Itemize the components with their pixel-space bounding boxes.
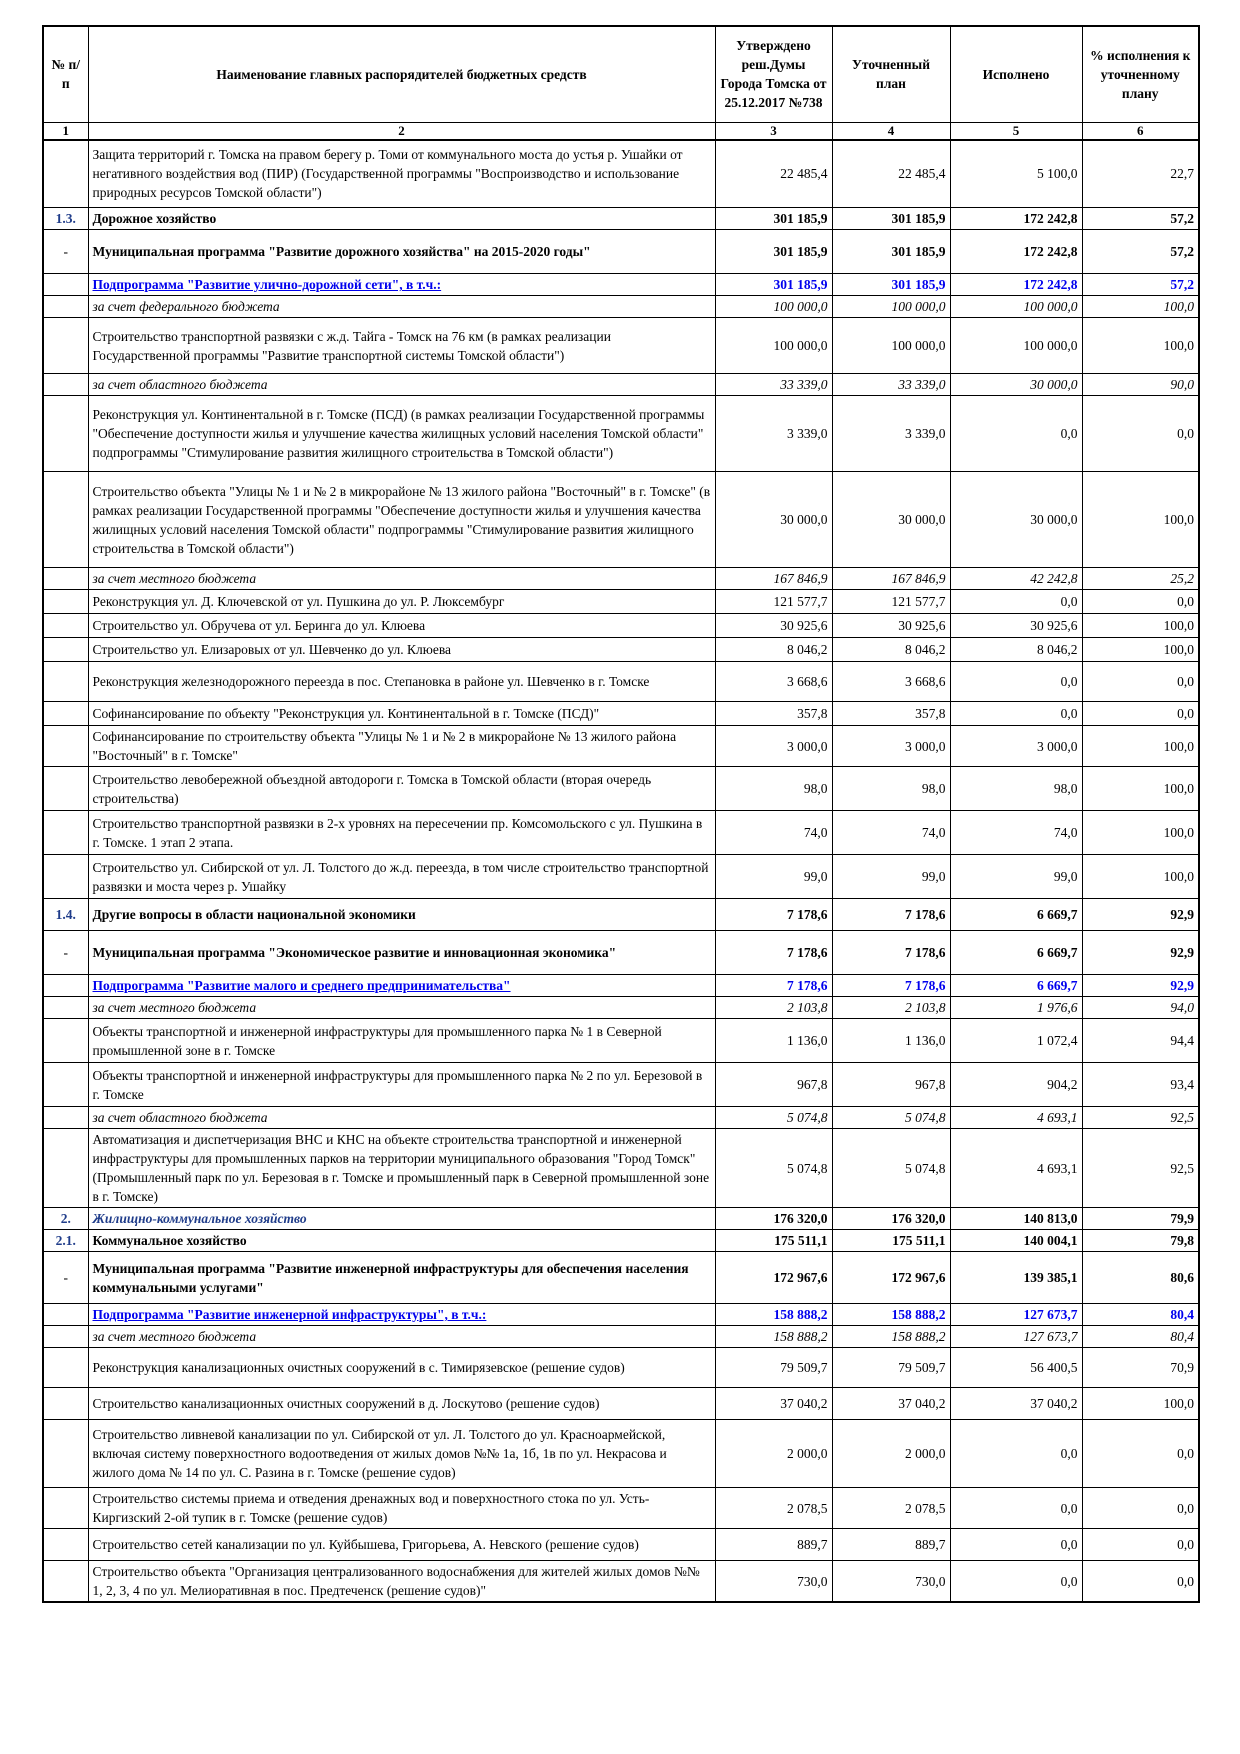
approved-value: 967,8	[715, 1063, 832, 1107]
executed-value: 6 669,7	[950, 975, 1082, 997]
revised-plan-value: 5 074,8	[832, 1129, 950, 1208]
revised-plan-value: 301 185,9	[832, 208, 950, 230]
subprogram-row	[43, 975, 1199, 997]
executed-value: 37 040,2	[950, 1388, 1082, 1420]
executed-value: 30 925,6	[950, 614, 1082, 638]
table-body	[43, 140, 1199, 1603]
budget-item-row	[43, 318, 1199, 374]
budget-item-row	[43, 1529, 1199, 1561]
revised-plan-value: 3 339,0	[832, 396, 950, 472]
revised-plan-value: 357,8	[832, 702, 950, 726]
section-row	[43, 1208, 1199, 1230]
row-number	[43, 568, 88, 590]
executed-value: 3 000,0	[950, 726, 1082, 767]
funding-source-row	[43, 997, 1199, 1019]
approved-value: 158 888,2	[715, 1326, 832, 1348]
percent-value: 92,9	[1082, 931, 1199, 975]
budget-item-row	[43, 590, 1199, 614]
row-number: -	[43, 1252, 88, 1304]
row-number	[43, 767, 88, 811]
percent-value: 94,4	[1082, 1019, 1199, 1063]
revised-plan-value: 172 967,6	[832, 1252, 950, 1304]
executed-value: 1 072,4	[950, 1019, 1082, 1063]
executed-value: 140 004,1	[950, 1230, 1082, 1252]
percent-value: 0,0	[1082, 1420, 1199, 1488]
row-number	[43, 1348, 88, 1388]
budget-item-row	[43, 1063, 1199, 1107]
budget-table	[42, 25, 1200, 1603]
row-number	[43, 140, 88, 208]
row-number	[43, 1388, 88, 1420]
approved-value: 301 185,9	[715, 208, 832, 230]
row-number	[43, 662, 88, 702]
approved-value: 1 136,0	[715, 1019, 832, 1063]
row-name: Автоматизация и диспетчеризация ВНС и КНС на объекте строительства транспортной и инженерной инфраструктуры для промышленных парков на территории муниципального образования "Город Томск" (Промышленный парк по ул. Березовая в г. Томске и промышленный парк в Северной промышленной зоне в г. Томске)	[88, 1129, 715, 1208]
percent-value: 92,5	[1082, 1129, 1199, 1208]
budget-item-row	[43, 1348, 1199, 1388]
executed-value: 172 242,8	[950, 208, 1082, 230]
row-name: Подпрограмма "Развитие улично-дорожной сети", в т.ч.:	[88, 274, 715, 296]
row-number: 1.4.	[43, 899, 88, 931]
executed-value: 99,0	[950, 855, 1082, 899]
row-name: за счет местного бюджета	[88, 568, 715, 590]
revised-plan-value: 30 000,0	[832, 472, 950, 568]
executed-value: 0,0	[950, 396, 1082, 472]
executed-value: 127 673,7	[950, 1304, 1082, 1326]
percent-value: 80,4	[1082, 1326, 1199, 1348]
revised-plan-value: 98,0	[832, 767, 950, 811]
executed-value: 30 000,0	[950, 472, 1082, 568]
approved-value: 30 000,0	[715, 472, 832, 568]
budget-item-row	[43, 1561, 1199, 1603]
approved-value: 74,0	[715, 811, 832, 855]
executed-value: 30 000,0	[950, 374, 1082, 396]
row-name: Дорожное хозяйство	[88, 208, 715, 230]
revised-plan-value: 2 103,8	[832, 997, 950, 1019]
column-number: 3	[715, 122, 832, 140]
row-number	[43, 590, 88, 614]
revised-plan-value: 5 074,8	[832, 1107, 950, 1129]
column-number: 1	[43, 122, 88, 140]
revised-plan-value: 301 185,9	[832, 230, 950, 274]
funding-source-row	[43, 1107, 1199, 1129]
approved-value: 3 668,6	[715, 662, 832, 702]
approved-value: 79 509,7	[715, 1348, 832, 1388]
revised-plan-value: 889,7	[832, 1529, 950, 1561]
row-name: Жилищно-коммунальное хозяйство	[88, 1208, 715, 1230]
approved-value: 22 485,4	[715, 140, 832, 208]
percent-value: 100,0	[1082, 296, 1199, 318]
budget-item-row	[43, 662, 1199, 702]
percent-value: 79,9	[1082, 1208, 1199, 1230]
approved-value: 33 339,0	[715, 374, 832, 396]
row-number	[43, 638, 88, 662]
row-name: Строительство ул. Сибирской от ул. Л. Толстого до ж.д. переезда, в том числе строительство транспортной развязки и моста через р. Ушайку	[88, 855, 715, 899]
row-number	[43, 1561, 88, 1603]
executed-value: 5 100,0	[950, 140, 1082, 208]
percent-value: 100,0	[1082, 726, 1199, 767]
row-number	[43, 1063, 88, 1107]
revised-plan-value: 74,0	[832, 811, 950, 855]
row-name: за счет местного бюджета	[88, 997, 715, 1019]
row-name: Строительство ул. Елизаровых от ул. Шевченко до ул. Клюева	[88, 638, 715, 662]
approved-value: 7 178,6	[715, 899, 832, 931]
row-number	[43, 296, 88, 318]
budget-item-row	[43, 472, 1199, 568]
executed-value: 56 400,5	[950, 1348, 1082, 1388]
revised-plan-value: 7 178,6	[832, 899, 950, 931]
approved-value: 889,7	[715, 1529, 832, 1561]
revised-plan-value: 30 925,6	[832, 614, 950, 638]
row-name: за счет областного бюджета	[88, 1107, 715, 1129]
row-number	[43, 472, 88, 568]
row-number	[43, 1107, 88, 1129]
row-name: Строительство транспортной развязки в 2-х уровнях на пересечении пр. Комсомольского с ул. Пушкина в г. Томске. 1 этап 2 этапа.	[88, 811, 715, 855]
executed-value: 172 242,8	[950, 274, 1082, 296]
row-number	[43, 1529, 88, 1561]
budget-item-row	[43, 726, 1199, 767]
column-number: 6	[1082, 122, 1199, 140]
revised-plan-value: 37 040,2	[832, 1388, 950, 1420]
approved-value: 99,0	[715, 855, 832, 899]
row-name: Коммунальное хозяйство	[88, 1230, 715, 1252]
revised-plan-value: 158 888,2	[832, 1304, 950, 1326]
executed-value: 172 242,8	[950, 230, 1082, 274]
column-number: 4	[832, 122, 950, 140]
budget-item-row	[43, 140, 1199, 208]
percent-value: 57,2	[1082, 274, 1199, 296]
approved-value: 730,0	[715, 1561, 832, 1603]
percent-value: 100,0	[1082, 318, 1199, 374]
percent-value: 100,0	[1082, 614, 1199, 638]
row-number	[43, 855, 88, 899]
row-number	[43, 702, 88, 726]
percent-value: 100,0	[1082, 638, 1199, 662]
header-name: Наименование главных распорядителей бюджетных средств	[88, 26, 715, 122]
row-name: Реконструкция ул. Д. Ключевской от ул. Пушкина до ул. Р. Люксембург	[88, 590, 715, 614]
header-number: № п/п	[43, 26, 88, 122]
row-name: Строительство транспортной развязки с ж.д. Тайга - Томск на 76 км (в рамках реализации Государственной программы "Развитие транспортной системы Томской области")	[88, 318, 715, 374]
executed-value: 0,0	[950, 662, 1082, 702]
budget-item-row	[43, 855, 1199, 899]
executed-value: 42 242,8	[950, 568, 1082, 590]
approved-value: 2 000,0	[715, 1420, 832, 1488]
row-name: Строительство сетей канализации по ул. Куйбышева, Григорьева, А. Невского (решение судов)	[88, 1529, 715, 1561]
row-number	[43, 614, 88, 638]
approved-value: 30 925,6	[715, 614, 832, 638]
row-name: Муниципальная программа "Развитие инженерной инфраструктуры для обеспечения населения коммунальными услугами"	[88, 1252, 715, 1304]
budget-item-row	[43, 638, 1199, 662]
percent-value: 0,0	[1082, 662, 1199, 702]
approved-value: 100 000,0	[715, 296, 832, 318]
funding-source-row	[43, 568, 1199, 590]
row-name: Подпрограмма "Развитие малого и среднего предпринимательства"	[88, 975, 715, 997]
revised-plan-value: 121 577,7	[832, 590, 950, 614]
executed-value: 0,0	[950, 1488, 1082, 1529]
percent-value: 70,9	[1082, 1348, 1199, 1388]
percent-value: 92,9	[1082, 975, 1199, 997]
row-name: Защита территорий г. Томска на правом берегу р. Томи от коммунального моста до устья р. Ушайки от негативного воздействия вод (ПИР) (Государственной программы "Воспроизводство и использование природных ресурсов Томской области")	[88, 140, 715, 208]
revised-plan-value: 7 178,6	[832, 931, 950, 975]
header-row	[43, 26, 1199, 122]
executed-value: 6 669,7	[950, 931, 1082, 975]
approved-value: 7 178,6	[715, 931, 832, 975]
row-name: за счет областного бюджета	[88, 374, 715, 396]
row-name: Муниципальная программа "Развитие дорожного хозяйства" на 2015-2020 годы"	[88, 230, 715, 274]
percent-value: 0,0	[1082, 1529, 1199, 1561]
row-number	[43, 1304, 88, 1326]
percent-value: 100,0	[1082, 811, 1199, 855]
row-number	[43, 811, 88, 855]
executed-value: 0,0	[950, 590, 1082, 614]
approved-value: 5 074,8	[715, 1129, 832, 1208]
approved-value: 121 577,7	[715, 590, 832, 614]
row-name: Строительство левобережной объездной автодороги г. Томска в Томской области (вторая очередь строительства)	[88, 767, 715, 811]
row-name: Строительство системы приема и отведения дренажных вод и поверхностного стока по ул. Усть-Киргизский 2-ой тупик в г. Томске (решение судов)	[88, 1488, 715, 1529]
row-name: Строительство объекта "Улицы № 1 и № 2 в микрорайоне № 13 жилого района "Восточный" в г. Томске" (в рамках реализации Государственной программы "Обеспечение доступности жилья и улучшения качества жилищных условий населения Томской области" подпрограммы "Стимулирование развития жилищного строительства в Томской области")	[88, 472, 715, 568]
row-name: Строительство ул. Обручева от ул. Беринга до ул. Клюева	[88, 614, 715, 638]
funding-source-row	[43, 374, 1199, 396]
executed-value: 100 000,0	[950, 318, 1082, 374]
percent-value: 100,0	[1082, 855, 1199, 899]
subprogram-row	[43, 274, 1199, 296]
row-name: Софинансирование по строительству объекта "Улицы № 1 и № 2 в микрорайоне № 13 жилого района "Восточный" в г. Томске"	[88, 726, 715, 767]
row-name: Другие вопросы в области национальной экономики	[88, 899, 715, 931]
revised-plan-value: 158 888,2	[832, 1326, 950, 1348]
percent-value: 80,6	[1082, 1252, 1199, 1304]
executed-value: 0,0	[950, 1529, 1082, 1561]
budget-item-row	[43, 1129, 1199, 1208]
approved-value: 3 000,0	[715, 726, 832, 767]
row-number	[43, 726, 88, 767]
revised-plan-value: 2 000,0	[832, 1420, 950, 1488]
percent-value: 100,0	[1082, 767, 1199, 811]
row-number	[43, 396, 88, 472]
approved-value: 158 888,2	[715, 1304, 832, 1326]
approved-value: 100 000,0	[715, 318, 832, 374]
budget-item-row	[43, 767, 1199, 811]
percent-value: 79,8	[1082, 1230, 1199, 1252]
approved-value: 2 078,5	[715, 1488, 832, 1529]
executed-value: 127 673,7	[950, 1326, 1082, 1348]
revised-plan-value: 100 000,0	[832, 318, 950, 374]
budget-item-row	[43, 396, 1199, 472]
program-row	[43, 931, 1199, 975]
row-number: 2.1.	[43, 1230, 88, 1252]
row-number	[43, 1420, 88, 1488]
row-name: Реконструкция ул. Континентальной в г. Томске (ПСД) (в рамках реализации Государственной программы "Обеспечение доступности жилья и улучшение качества жилищных условий населения Томской области" подпрограммы "Стимулирование развития жилищного строительства в Томской области")	[88, 396, 715, 472]
approved-value: 37 040,2	[715, 1388, 832, 1420]
executed-value: 98,0	[950, 767, 1082, 811]
percent-value: 0,0	[1082, 590, 1199, 614]
row-number	[43, 1129, 88, 1208]
percent-value: 0,0	[1082, 396, 1199, 472]
approved-value: 3 339,0	[715, 396, 832, 472]
row-name: Строительство ливневой канализации по ул. Сибирской от ул. Л. Толстого до ул. Красноармейской, включая систему поверхностного водоотведения от жилых домов №№ 1а, 1б, 1в по ул. Некрасова и жилого дома № 14 по ул. С. Разина в г. Томске (решение судов)	[88, 1420, 715, 1488]
row-number	[43, 374, 88, 396]
revised-plan-value: 3 668,6	[832, 662, 950, 702]
row-number: -	[43, 230, 88, 274]
executed-value: 8 046,2	[950, 638, 1082, 662]
executed-value: 139 385,1	[950, 1252, 1082, 1304]
revised-plan-value: 967,8	[832, 1063, 950, 1107]
budget-item-row	[43, 702, 1199, 726]
percent-value: 90,0	[1082, 374, 1199, 396]
row-name: Строительство объекта "Организация централизованного водоснабжения для жителей жилых домов №№ 1, 2, 3, 4 по ул. Мелиоративная в пос. Предтеченск (решение судов)"	[88, 1561, 715, 1603]
row-number	[43, 274, 88, 296]
revised-plan-value: 301 185,9	[832, 274, 950, 296]
row-number: 1.3.	[43, 208, 88, 230]
percent-value: 94,0	[1082, 997, 1199, 1019]
column-number: 2	[88, 122, 715, 140]
percent-value: 57,2	[1082, 230, 1199, 274]
budget-item-row	[43, 1420, 1199, 1488]
approved-value: 2 103,8	[715, 997, 832, 1019]
executed-value: 1 976,6	[950, 997, 1082, 1019]
percent-value: 0,0	[1082, 702, 1199, 726]
program-row	[43, 1252, 1199, 1304]
row-name: Софинансирование по объекту "Реконструкция ул. Континентальной в г. Томске (ПСД)"	[88, 702, 715, 726]
row-name: Объекты транспортной и инженерной инфраструктуры для промышленного парка № 1 в Северной промышленной зоне в г. Томске	[88, 1019, 715, 1063]
revised-plan-value: 7 178,6	[832, 975, 950, 997]
executed-value: 0,0	[950, 1561, 1082, 1603]
column-number-row	[43, 122, 1199, 140]
row-number: -	[43, 931, 88, 975]
approved-value: 167 846,9	[715, 568, 832, 590]
budget-item-row	[43, 1488, 1199, 1529]
section-row	[43, 1230, 1199, 1252]
revised-plan-value: 175 511,1	[832, 1230, 950, 1252]
program-row	[43, 230, 1199, 274]
executed-value: 140 813,0	[950, 1208, 1082, 1230]
revised-plan-value: 33 339,0	[832, 374, 950, 396]
row-number	[43, 318, 88, 374]
header-revised-plan: Уточненный план	[832, 26, 950, 122]
approved-value: 8 046,2	[715, 638, 832, 662]
row-name: за счет федерального бюджета	[88, 296, 715, 318]
revised-plan-value: 167 846,9	[832, 568, 950, 590]
executed-value: 904,2	[950, 1063, 1082, 1107]
revised-plan-value: 22 485,4	[832, 140, 950, 208]
executed-value: 4 693,1	[950, 1129, 1082, 1208]
percent-value: 80,4	[1082, 1304, 1199, 1326]
approved-value: 175 511,1	[715, 1230, 832, 1252]
row-number: 2.	[43, 1208, 88, 1230]
percent-value: 0,0	[1082, 1488, 1199, 1529]
revised-plan-value: 730,0	[832, 1561, 950, 1603]
approved-value: 7 178,6	[715, 975, 832, 997]
percent-value: 22,7	[1082, 140, 1199, 208]
approved-value: 301 185,9	[715, 230, 832, 274]
row-name: Реконструкция железнодорожного переезда в пос. Степановка в районе ул. Шевченко в г. Томске	[88, 662, 715, 702]
executed-value: 0,0	[950, 702, 1082, 726]
percent-value: 0,0	[1082, 1561, 1199, 1603]
row-number	[43, 1488, 88, 1529]
row-name: Объекты транспортной и инженерной инфраструктуры для промышленного парка № 2 по ул. Березовой в г. Томске	[88, 1063, 715, 1107]
approved-value: 5 074,8	[715, 1107, 832, 1129]
row-number	[43, 1019, 88, 1063]
funding-source-row	[43, 1326, 1199, 1348]
approved-value: 176 320,0	[715, 1208, 832, 1230]
section-row	[43, 899, 1199, 931]
row-name: Реконструкция канализационных очистных сооружений в с. Тимирязевское (решение судов)	[88, 1348, 715, 1388]
percent-value: 100,0	[1082, 1388, 1199, 1420]
revised-plan-value: 8 046,2	[832, 638, 950, 662]
percent-value: 92,5	[1082, 1107, 1199, 1129]
approved-value: 357,8	[715, 702, 832, 726]
budget-item-row	[43, 1019, 1199, 1063]
percent-value: 25,2	[1082, 568, 1199, 590]
funding-source-row	[43, 296, 1199, 318]
budget-item-row	[43, 811, 1199, 855]
executed-value: 4 693,1	[950, 1107, 1082, 1129]
approved-value: 301 185,9	[715, 274, 832, 296]
budget-item-row	[43, 1388, 1199, 1420]
row-number	[43, 975, 88, 997]
revised-plan-value: 2 078,5	[832, 1488, 950, 1529]
row-number	[43, 1326, 88, 1348]
header-approved: Утверждено реш.Думы Города Томска от 25.12.2017 №738	[715, 26, 832, 122]
executed-value: 6 669,7	[950, 899, 1082, 931]
revised-plan-value: 176 320,0	[832, 1208, 950, 1230]
percent-value: 93,4	[1082, 1063, 1199, 1107]
revised-plan-value: 1 136,0	[832, 1019, 950, 1063]
approved-value: 98,0	[715, 767, 832, 811]
header-percent: % исполнения к уточненному плану	[1082, 26, 1199, 122]
row-name: за счет местного бюджета	[88, 1326, 715, 1348]
header-executed: Исполнено	[950, 26, 1082, 122]
approved-value: 172 967,6	[715, 1252, 832, 1304]
section-row	[43, 208, 1199, 230]
subprogram-row	[43, 1304, 1199, 1326]
executed-value: 74,0	[950, 811, 1082, 855]
executed-value: 0,0	[950, 1420, 1082, 1488]
revised-plan-value: 99,0	[832, 855, 950, 899]
row-name: Строительство канализационных очистных сооружений в д. Лоскутово (решение судов)	[88, 1388, 715, 1420]
budget-item-row	[43, 614, 1199, 638]
column-number: 5	[950, 122, 1082, 140]
row-name: Подпрограмма "Развитие инженерной инфраструктуры", в т.ч.:	[88, 1304, 715, 1326]
row-name: Муниципальная программа "Экономическое развитие и инновационная экономика"	[88, 931, 715, 975]
revised-plan-value: 79 509,7	[832, 1348, 950, 1388]
revised-plan-value: 100 000,0	[832, 296, 950, 318]
percent-value: 92,9	[1082, 899, 1199, 931]
executed-value: 100 000,0	[950, 296, 1082, 318]
revised-plan-value: 3 000,0	[832, 726, 950, 767]
row-number	[43, 997, 88, 1019]
percent-value: 100,0	[1082, 472, 1199, 568]
percent-value: 57,2	[1082, 208, 1199, 230]
